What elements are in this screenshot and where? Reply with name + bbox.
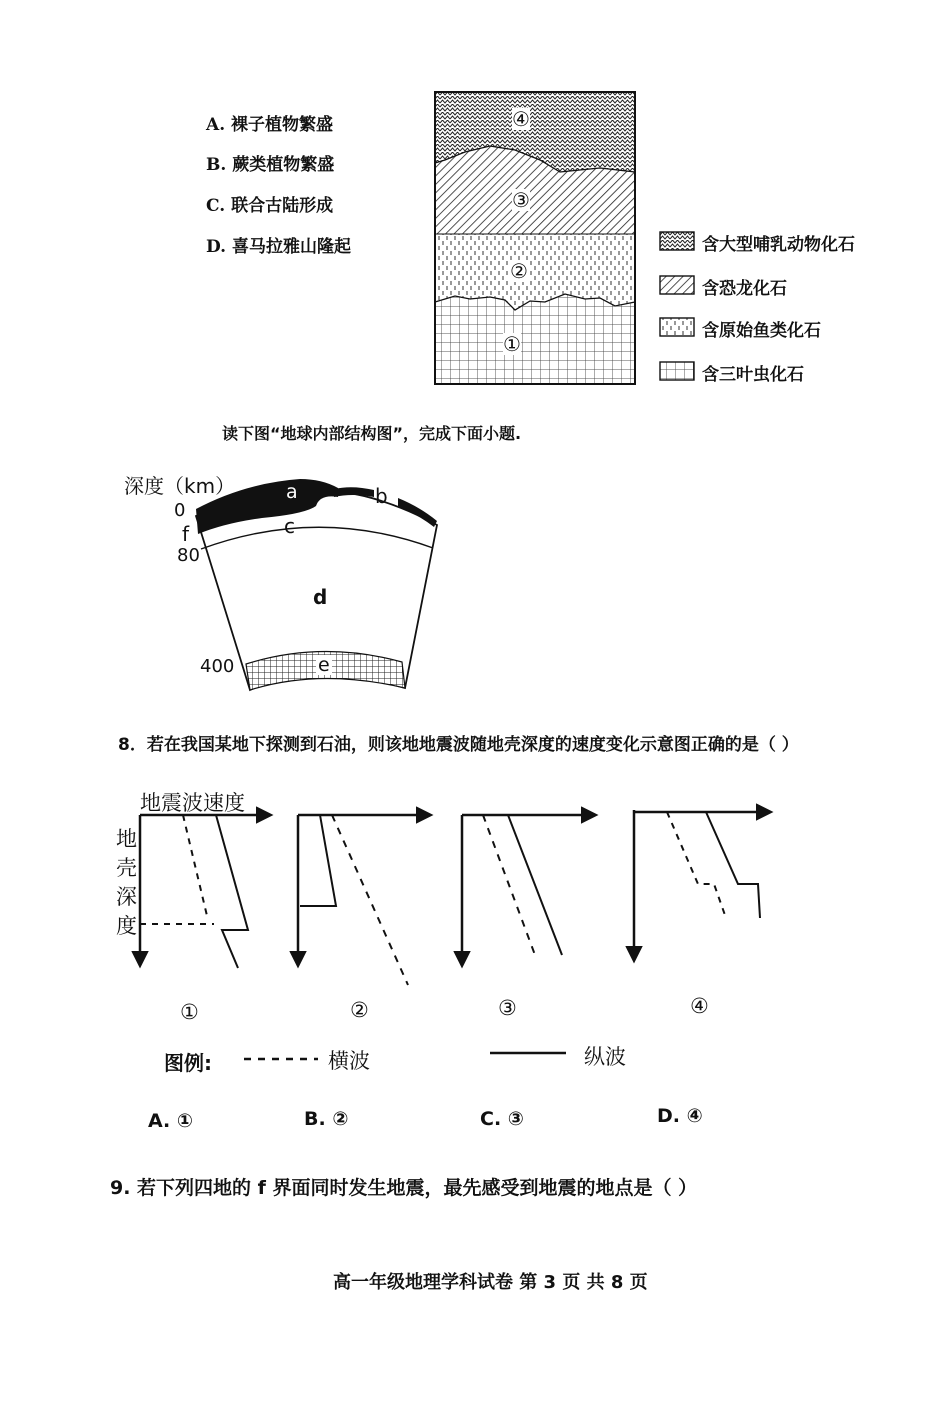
choice-c: C. ③	[480, 1108, 524, 1130]
label-a: a	[286, 481, 298, 503]
option-b: B. 蕨类植物繁盛	[206, 155, 335, 175]
graph-2	[298, 815, 430, 985]
legend-dashed-text: 横波	[328, 1049, 370, 1073]
legend-dinosaur: 含恐龙化石	[702, 279, 787, 299]
question-8: 8．若在我国某地下探测到石油，则该地地震波随地壳深度的速度变化示意图正确的是（ ）	[118, 735, 799, 755]
legend-fish: 含原始鱼类化石	[702, 321, 821, 341]
option-c: C. 联合古陆形成	[206, 196, 334, 216]
layer-label-4: ④	[512, 107, 530, 131]
choice-b: B. ②	[304, 1108, 349, 1130]
layer-label-3: ③	[512, 188, 530, 212]
x-axis-label: 地震波速度	[140, 791, 245, 815]
y-axis-char-4: 度	[116, 914, 137, 938]
layer-label-1: ①	[503, 332, 521, 356]
depth-tick-400: 400	[200, 656, 235, 677]
layer-label-2: ②	[510, 259, 528, 283]
y-axis-char-3: 深	[116, 885, 137, 909]
legend-title: 图例:	[164, 1051, 212, 1075]
choice-d: D. ④	[657, 1105, 703, 1127]
graph-1	[140, 815, 270, 968]
label-f: f	[182, 522, 190, 546]
graph-3	[462, 815, 595, 965]
legend-mammal: 含大型哺乳动物化石	[702, 235, 855, 255]
graph-4	[634, 810, 770, 960]
depth-tick-0: 0	[174, 500, 186, 521]
depth-tick-80: 80	[177, 545, 200, 566]
y-axis-char-2: 壳	[116, 856, 137, 880]
legend-trilobite: 含三叶虫化石	[702, 365, 804, 385]
question-9: 9. 若下列四地的 f 界面同时发生地震，最先感受到地震的地点是（ ）	[110, 1177, 698, 1199]
label-b: b	[375, 484, 388, 508]
label-c: c	[284, 514, 295, 538]
choice-a: A. ①	[148, 1110, 193, 1132]
option-a: A. 裸子植物繁盛	[206, 115, 334, 135]
label-e: e	[318, 654, 330, 676]
graph-label-3: ③	[498, 996, 517, 1020]
graph-label-2: ②	[350, 998, 369, 1022]
depth-axis-label: 深度（km）	[124, 474, 236, 498]
y-axis-char-1: 地	[116, 827, 137, 851]
option-d: D. 喜马拉雅山隆起	[206, 237, 351, 257]
intro-text: 读下图“地球内部结构图”，完成下面小题.	[222, 424, 522, 443]
graph-label-1: ①	[180, 1000, 199, 1024]
legend-solid-text: 纵波	[584, 1045, 626, 1069]
label-d: d	[313, 585, 328, 609]
page-footer: 高一年级地理学科试卷 第 3 页 共 8 页	[333, 1272, 648, 1293]
graph-label-4: ④	[690, 994, 709, 1018]
